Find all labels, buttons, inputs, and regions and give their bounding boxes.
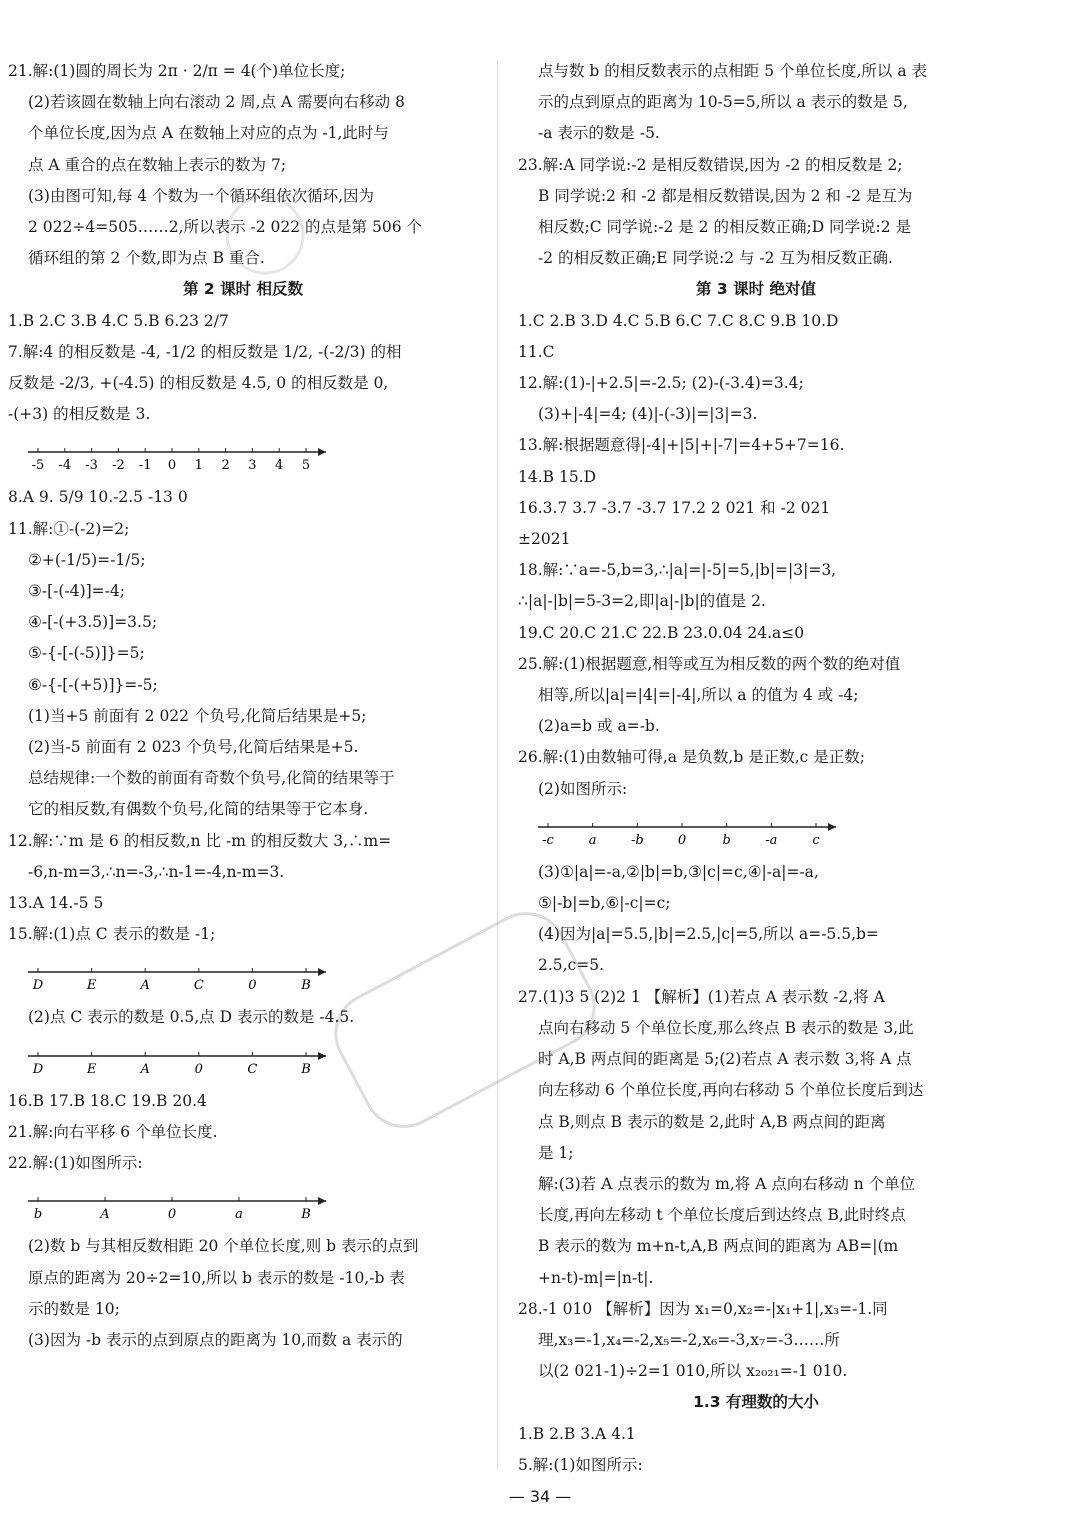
text-line: ±2021: [518, 530, 571, 549]
tick-label: a: [235, 1207, 243, 1223]
tick-label: -a: [765, 832, 778, 848]
tick-label: 2: [221, 458, 230, 474]
text-line: 相等,所以|a|=|4|=|-4|,所以 a 的值为 4 或 -4;: [538, 686, 859, 705]
text-line: 点与数 b 的相反数表示的点相距 5 个单位长度,所以 a 表: [538, 62, 928, 80]
text-line: (3)由图可知,每 4 个数为一个循环组依次循环,因为: [28, 186, 375, 205]
tick-label: E: [86, 978, 97, 994]
axis-arrow: [318, 1052, 326, 1060]
text-line: 13.A 14.-5 5: [8, 894, 104, 913]
tick-label: 0: [248, 978, 257, 994]
page-number: — 34 —: [508, 1487, 572, 1506]
text-line: 16.3.7 3.7 -3.7 -3.7 17.2 2 021 和 -2 021: [518, 498, 831, 517]
tick-label: A: [140, 1061, 150, 1077]
number-line: [8, 432, 338, 478]
text-line: 19.C 20.C 21.C 22.B 23.0.04 24.a≤0: [518, 623, 805, 642]
text-line: ∴|a|-|b|=5-3=2,即|a|-|b|的值是 2.: [518, 592, 766, 611]
tick-label: B: [301, 978, 311, 994]
section-heading: 1.3 有理数的大小: [693, 1393, 819, 1412]
text-line: 个单位长度,因为点 A 在数轴上对应的点为 -1,此时与: [28, 124, 389, 143]
text-line: 12.解:∵m 是 6 的相反数,n 比 -m 的相反数大 3,∴m=: [8, 831, 392, 850]
text-line: -a 表示的数是 -5.: [538, 124, 660, 143]
text-line: 1.B 2.C 3.B 4.C 5.B 6.23 2/7: [8, 311, 229, 330]
text-line: ④-[-(+3.5)]=3.5;: [28, 613, 158, 632]
tick-label: B: [301, 1207, 311, 1223]
text-line: 1.C 2.B 3.D 4.C 5.B 6.C 7.C 8.C 9.B 10.D: [518, 311, 839, 330]
axis-arrow: [318, 1197, 326, 1205]
text-line: 向左移动 6 个单位长度,再向右移动 5 个单位长度后到达: [538, 1081, 924, 1100]
text-line: 示的数是 10;: [28, 1299, 120, 1318]
text-line: 总结规律:一个数的前面有奇数个负号,化简的结果等于: [28, 769, 395, 788]
tick-label: -b: [630, 832, 644, 848]
text-line: 21.解:向右平移 6 个单位长度.: [8, 1122, 218, 1141]
text-line: 7.解:4 的相反数是 -4, -1/2 的相反数是 1/2, -(-2/3) 的相: [8, 342, 402, 361]
text-line: 21.解:(1)圆的周长为 2π · 2/π = 4(个)单位长度;: [8, 62, 346, 80]
text-line: 23.解:A 同学说:-2 是相反数错误,因为 -2 的相反数是 2;: [518, 155, 903, 174]
tick-label: D: [32, 1061, 44, 1077]
tick-label: A: [140, 978, 150, 994]
tick-label: B: [301, 1061, 311, 1077]
text-line: (3)+|-4|=4; (4)|-(-3)|=|3|=3.: [538, 405, 758, 424]
text-line: (4)因为|a|=5.5,|b|=2.5,|c|=5,所以 a=-5.5,b=: [538, 925, 879, 944]
text-line: B 同学说:2 和 -2 都是相反数错误,因为 2 和 -2 是互为: [538, 186, 913, 205]
tick-label: -2: [112, 458, 125, 474]
text-line: ②+(-1/5)=-1/5;: [28, 550, 146, 569]
text-line: 8.A 9. 5/9 10.-2.5 -13 0: [8, 488, 188, 507]
text-line: 27.(1)3 5 (2)2 1 【解析】(1)若点 A 表示数 -2,将 A: [518, 987, 885, 1006]
text-line: (1)当+5 前面有 2 022 个负号,化简后结果是+5;: [28, 706, 367, 725]
text-line: 原点的距离为 20÷2=10,所以 b 表示的数是 -10,-b 表: [28, 1268, 405, 1287]
number-line-figure: [8, 1036, 478, 1084]
tick-label: 5: [301, 458, 311, 474]
text-line: 26.解:(1)由数轴可得,a 是负数,b 是正数,c 是正数;: [518, 748, 865, 767]
text-line: 11.C: [518, 342, 555, 361]
tick-label: b: [33, 1207, 43, 1223]
text-line: 点 B,则点 B 表示的数是 2,此时 A,B 两点间的距离: [538, 1112, 886, 1131]
tick-label: a: [588, 832, 597, 848]
tick-label: 1: [194, 458, 203, 474]
axis-arrow: [318, 968, 326, 976]
tick-label: 3: [248, 458, 257, 474]
text-line: ⑤|-b|=b,⑥|-c|=c;: [538, 894, 671, 913]
tick-label: b: [722, 832, 731, 848]
tick-label: -4: [58, 458, 72, 474]
text-line: 18.解:∵a=-5,b=3,∴|a|=|-5|=5,|b|=|3|=3,: [518, 561, 837, 580]
number-line: [8, 1181, 338, 1227]
tick-label: -1: [138, 458, 152, 474]
number-line: [518, 807, 848, 853]
section-heading: 第 3 课时 绝对值: [696, 280, 816, 299]
text-line: (3)①|a|=-a,②|b|=b,③|c|=c,④|-a|=-a,: [538, 862, 819, 881]
section-heading: 第 2 课时 相反数: [183, 280, 303, 299]
text-line: 11.解:①-(-2)=2;: [8, 519, 130, 538]
number-line: [8, 952, 338, 998]
number-line-figure: [8, 1181, 478, 1229]
text-line: 循环组的第 2 个数,即为点 B 重合.: [28, 249, 265, 268]
text-line: +n-t)-m|=|n-t|.: [538, 1268, 654, 1287]
tick-label: 4: [275, 458, 284, 474]
tick-label: C: [247, 1061, 258, 1077]
text-line: 14.B 15.D: [518, 467, 597, 486]
text-line: B 表示的数为 m+n-t,A,B 两点间的距离为 AB=|(m: [538, 1237, 899, 1256]
text-line: ③-[-(-4)]=-4;: [28, 582, 125, 601]
text-line: 它的相反数,有偶数个负号,化简的结果等于它本身.: [28, 800, 369, 819]
tick-label: -5: [31, 458, 45, 474]
text-line: (2)数 b 与其相反数相距 20 个单位长度,则 b 表示的点到: [28, 1237, 419, 1256]
text-line: 点向右移动 5 个单位长度,那么终点 B 表示的数是 3,此: [538, 1018, 914, 1037]
number-line-figure: [8, 432, 478, 480]
text-line: 相反数;C 同学说:-2 是 2 的相反数正确;D 同学说:2 是: [538, 218, 912, 237]
text-line: 以(2 021-1)÷2=1 010,所以 x₂₀₂₁=-1 010.: [538, 1362, 848, 1381]
text-line: 长度,再向左移动 t 个单位长度后到达终点 B,此时终点: [538, 1206, 906, 1225]
tick-label: C: [193, 978, 204, 994]
text-line: 12.解:(1)-|+2.5|=-2.5; (2)-(-3.4)=3.4;: [518, 374, 804, 393]
tick-label: -3: [85, 458, 98, 474]
axis-arrow: [318, 448, 326, 456]
tick-label: -c: [542, 832, 554, 848]
left-column: [8, 56, 478, 1356]
text-line: 2.5,c=5.: [538, 956, 605, 975]
text-line: (2)如图所示:: [538, 779, 628, 798]
text-line: 反数是 -2/3, +(-4.5) 的相反数是 4.5, 0 的相反数是 0,: [8, 374, 389, 393]
text-line: 5.解:(1)如图所示:: [518, 1455, 643, 1474]
text-line: (2)当-5 前面有 2 023 个负号,化简后结果是+5.: [28, 738, 359, 757]
tick-label: 0: [167, 458, 177, 474]
text-line: 1.B 2.B 3.A 4.1: [518, 1424, 636, 1443]
text-line: 理,x₃=-1,x₄=-2,x₅=-2,x₆=-3,x₇=-3……所: [538, 1330, 840, 1349]
number-line-figure: [8, 952, 478, 1000]
text-line: 28.-1 010 【解析】因为 x₁=0,x₂=-|x₁+1|,x₃=-1.同: [518, 1299, 888, 1318]
axis-arrow: [828, 823, 836, 831]
text-line: 时 A,B 两点间的距离是 5;(2)若点 A 表示数 3,将 A 点: [538, 1050, 912, 1069]
text-line: ⑤-{-[-(-5)]}=5;: [28, 644, 145, 663]
text-line: -6,n-m=3,∴n=-3,∴n-1=-4,n-m=3.: [28, 862, 285, 881]
text-line: (3)因为 -b 表示的点到原点的距离为 10,而数 a 表示的: [28, 1330, 403, 1349]
number-line: [8, 1036, 338, 1082]
text-line: 22.解:(1)如图所示:: [8, 1154, 143, 1173]
column-divider: [497, 60, 498, 1470]
text-line: 25.解:(1)根据题意,相等或互为相反数的两个数的绝对值: [518, 654, 901, 673]
tick-label: A: [100, 1207, 110, 1223]
right-column: [518, 56, 994, 1481]
text-line: -(+3) 的相反数是 3.: [8, 405, 151, 424]
text-line: 16.B 17.B 18.C 19.B 20.4: [8, 1091, 207, 1110]
text-line: ⑥-{-[-(+5)]}=-5;: [28, 675, 158, 694]
text-line: 解:(3)若 A 点表示的数为 m,将 A 点向右移动 n 个单位: [538, 1174, 916, 1193]
tick-label: 0: [194, 1061, 203, 1077]
tick-label: c: [812, 832, 820, 848]
text-line: 示的点到原点的距离为 10-5=5,所以 a 表示的数是 5,: [538, 93, 908, 112]
tick-label: E: [86, 1061, 97, 1077]
text-line: 2 022÷4=505……2,所以表示 -2 022 的点是第 506 个: [28, 218, 422, 237]
tick-label: 0: [677, 832, 687, 848]
tick-label: 0: [167, 1207, 177, 1223]
tick-label: D: [32, 978, 44, 994]
text-line: 13.解:根据题意得|-4|+|5|+|-7|=4+5+7=16.: [518, 436, 845, 455]
text-line: 点 A 重合的点在数轴上表示的数为 7;: [28, 155, 287, 174]
text-line: 是 1;: [538, 1143, 574, 1162]
text-line: (2)若该圆在数轴上向右滚动 2 周,点 A 需要向右移动 8: [28, 93, 405, 112]
number-line-figure: [518, 807, 994, 855]
text-line: (2)a=b 或 a=-b.: [538, 717, 660, 736]
text-line: -2 的相反数正确;E 同学说:2 与 -2 互为相反数正确.: [538, 249, 893, 268]
text-line: (2)点 C 表示的数是 0.5,点 D 表示的数是 -4.5.: [28, 1008, 355, 1027]
text-line: 15.解:(1)点 C 表示的数是 -1;: [8, 925, 216, 944]
